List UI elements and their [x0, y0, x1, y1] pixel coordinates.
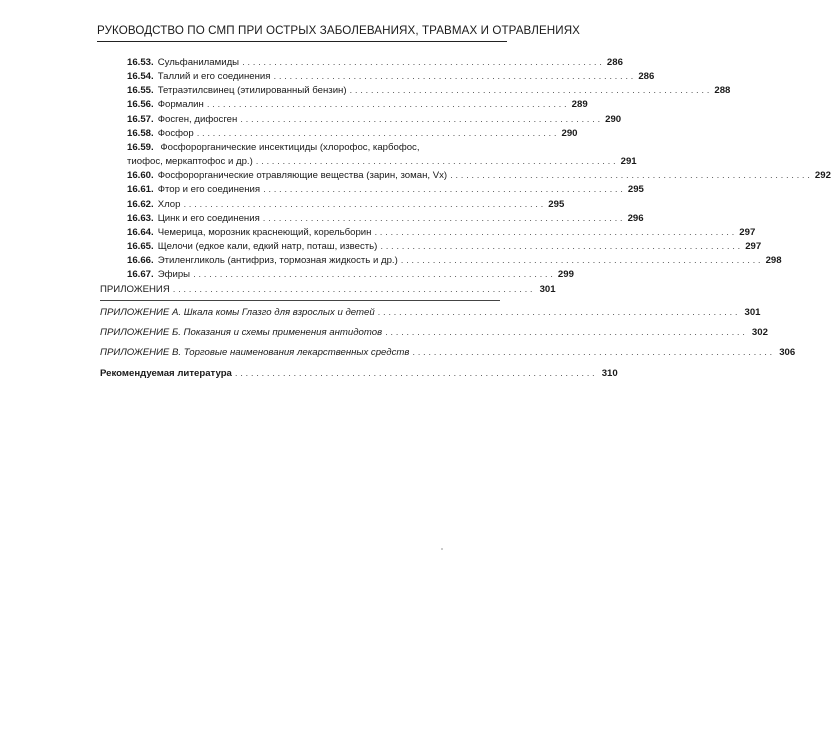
- dot-leader: [378, 306, 738, 320]
- toc-entry-number: 16.63.: [127, 212, 154, 224]
- toc-entry-number: 16.57.: [127, 113, 154, 125]
- dot-leader: [350, 84, 710, 98]
- toc-entry-page: 295: [548, 198, 565, 210]
- appendix-entry[interactable]: [100, 346, 796, 360]
- appendix-heading: ПРИЛОЖЕНИЯ: [100, 284, 170, 295]
- dot-leader: [385, 326, 745, 340]
- table-of-contents: [127, 56, 831, 283]
- literature-entry[interactable]: [100, 367, 618, 381]
- toc-entry[interactable]: [127, 183, 644, 197]
- toc-entry-number: 16.55.: [127, 85, 154, 97]
- appendix-entry-title: ПРИЛОЖЕНИЕ Б. Показания и схемы применения антидотов: [100, 327, 383, 339]
- appendix-entry-title: ПРИЛОЖЕНИЕ В. Торговые наименования лекарственных средств: [100, 347, 410, 359]
- toc-entry-title: Фтор и его соединения: [157, 184, 261, 196]
- toc-entry-number: 16.66.: [127, 255, 154, 267]
- toc-entry-title: Эфиры: [157, 269, 191, 281]
- toc-entry-page: 299: [557, 269, 574, 281]
- dot-leader: [450, 169, 810, 183]
- toc-entry[interactable]: [127, 113, 622, 127]
- toc-entry-title-continued: тиофос, меркаптофос и др.): [127, 156, 253, 168]
- toc-entry[interactable]: [127, 212, 644, 226]
- appendix-section: [100, 283, 796, 387]
- toc-entry-title: Фосфорорганические инсектициды (хлорофос, карбофос,: [160, 141, 420, 153]
- literature-title: Рекомендуемая литература: [100, 367, 232, 379]
- toc-entry-title: Этиленгликоль (антифриз, тормозная жидкость и др.): [157, 255, 398, 267]
- dot-leader: [173, 283, 533, 297]
- toc-entry-page: 295: [627, 184, 644, 196]
- toc-entry-page: 296: [627, 212, 644, 224]
- dot-leader: [263, 183, 623, 197]
- appendix-heading-page: 301: [539, 284, 556, 295]
- toc-entry-page: 289: [571, 99, 588, 111]
- toc-entry[interactable]: [127, 56, 623, 70]
- toc-entry-number: 16.64.: [127, 226, 154, 238]
- toc-entry[interactable]: [127, 254, 782, 268]
- toc-entry-number: 16.62.: [127, 198, 154, 210]
- toc-entry-number: 16.65.: [127, 241, 154, 253]
- toc-entry[interactable]: [127, 226, 756, 240]
- toc-entry-number: 16.59.: [127, 141, 154, 153]
- toc-entry-number: 16.60.: [127, 170, 154, 182]
- running-header: [97, 24, 581, 42]
- toc-entry-page: 292: [814, 170, 831, 182]
- dot-leader: [207, 98, 567, 112]
- toc-entry[interactable]: [127, 141, 637, 169]
- toc-entry[interactable]: [127, 268, 574, 282]
- toc-entry[interactable]: [127, 240, 762, 254]
- appendix-entry-page: 301: [744, 307, 761, 319]
- dot-leader: [183, 198, 543, 212]
- toc-entry-number: 16.53.: [127, 57, 154, 68]
- toc-entry-title: Фосфор: [157, 127, 194, 139]
- toc-entry-number: 16.61.: [127, 184, 154, 196]
- toc-entry-title: Тетраэтилсвинец (этилированный бензин): [157, 85, 347, 97]
- toc-entry-page: 288: [714, 85, 731, 97]
- dot-leader: [240, 113, 600, 127]
- toc-entry-title: Фосген, дифосген: [157, 113, 238, 125]
- dot-leader: [197, 127, 557, 141]
- toc-entry-number: 16.58.: [127, 127, 154, 139]
- dot-leader: [242, 56, 602, 70]
- toc-entry-page: 286: [638, 71, 655, 83]
- dot-leader: [263, 212, 623, 226]
- toc-entry-number: 16.54.: [127, 71, 154, 83]
- toc-entry-title: Чемерица, морозник краснеющий, корельборин: [157, 226, 372, 238]
- dot-leader: [374, 226, 734, 240]
- toc-entry-title: Таллий и его соединения: [157, 71, 271, 83]
- toc-entry-number: 16.56.: [127, 99, 154, 111]
- toc-entry-number: 16.67.: [127, 269, 154, 281]
- appendix-heading-entry[interactable]: [100, 283, 556, 297]
- dot-leader: [193, 268, 553, 282]
- dot-leader: [235, 367, 595, 381]
- dot-leader: [380, 240, 740, 254]
- appendix-entry[interactable]: [100, 326, 768, 340]
- toc-entry-title: Щелочи (едкое кали, едкий натр, поташ, известь): [157, 241, 378, 253]
- divider: [100, 300, 500, 301]
- page-mark: [441, 548, 443, 550]
- toc-entry-page: 290: [605, 113, 622, 125]
- appendix-entry-page: 302: [751, 327, 768, 339]
- toc-entry-page: 286: [606, 57, 623, 68]
- dot-leader: [256, 155, 616, 169]
- toc-entry-page: 297: [745, 241, 762, 253]
- toc-entry-page: 291: [620, 156, 637, 168]
- toc-entry[interactable]: [127, 198, 565, 212]
- toc-entry-title: Фосфорорганические отравляющие вещества (зарин, зоман, Vx): [157, 170, 448, 182]
- toc-entry-page: 297: [739, 226, 756, 238]
- appendix-entry-page: 306: [779, 347, 796, 359]
- dot-leader: [412, 346, 772, 360]
- appendix-entry[interactable]: [100, 306, 761, 320]
- toc-entry-title: Хлор: [157, 198, 181, 210]
- book-title: РУКОВОДСТВО ПО СМП ПРИ ОСТРЫХ ЗАБОЛЕВАНИЯХ, ТРАВМАХ И ОТРАВЛЕНИЯХ: [97, 24, 581, 37]
- toc-entry-title: Сульфаниламиды: [157, 57, 240, 68]
- literature-page: 310: [601, 367, 618, 379]
- toc-entry-title: Формалин: [157, 99, 204, 111]
- toc-entry-title: Цинк и его соединения: [157, 212, 260, 224]
- toc-entry[interactable]: [127, 127, 578, 141]
- toc-entry[interactable]: [127, 98, 588, 112]
- toc-entry[interactable]: [127, 84, 731, 98]
- dot-leader: [401, 254, 761, 268]
- toc-entry-page: 298: [765, 255, 782, 267]
- toc-entry[interactable]: [127, 70, 655, 84]
- dot-leader: [274, 70, 634, 84]
- toc-entry-page: 290: [561, 127, 578, 139]
- toc-entry[interactable]: [127, 169, 831, 183]
- appendix-entry-title: ПРИЛОЖЕНИЕ А. Шкала комы Глазго для взрослых и детей: [100, 307, 375, 319]
